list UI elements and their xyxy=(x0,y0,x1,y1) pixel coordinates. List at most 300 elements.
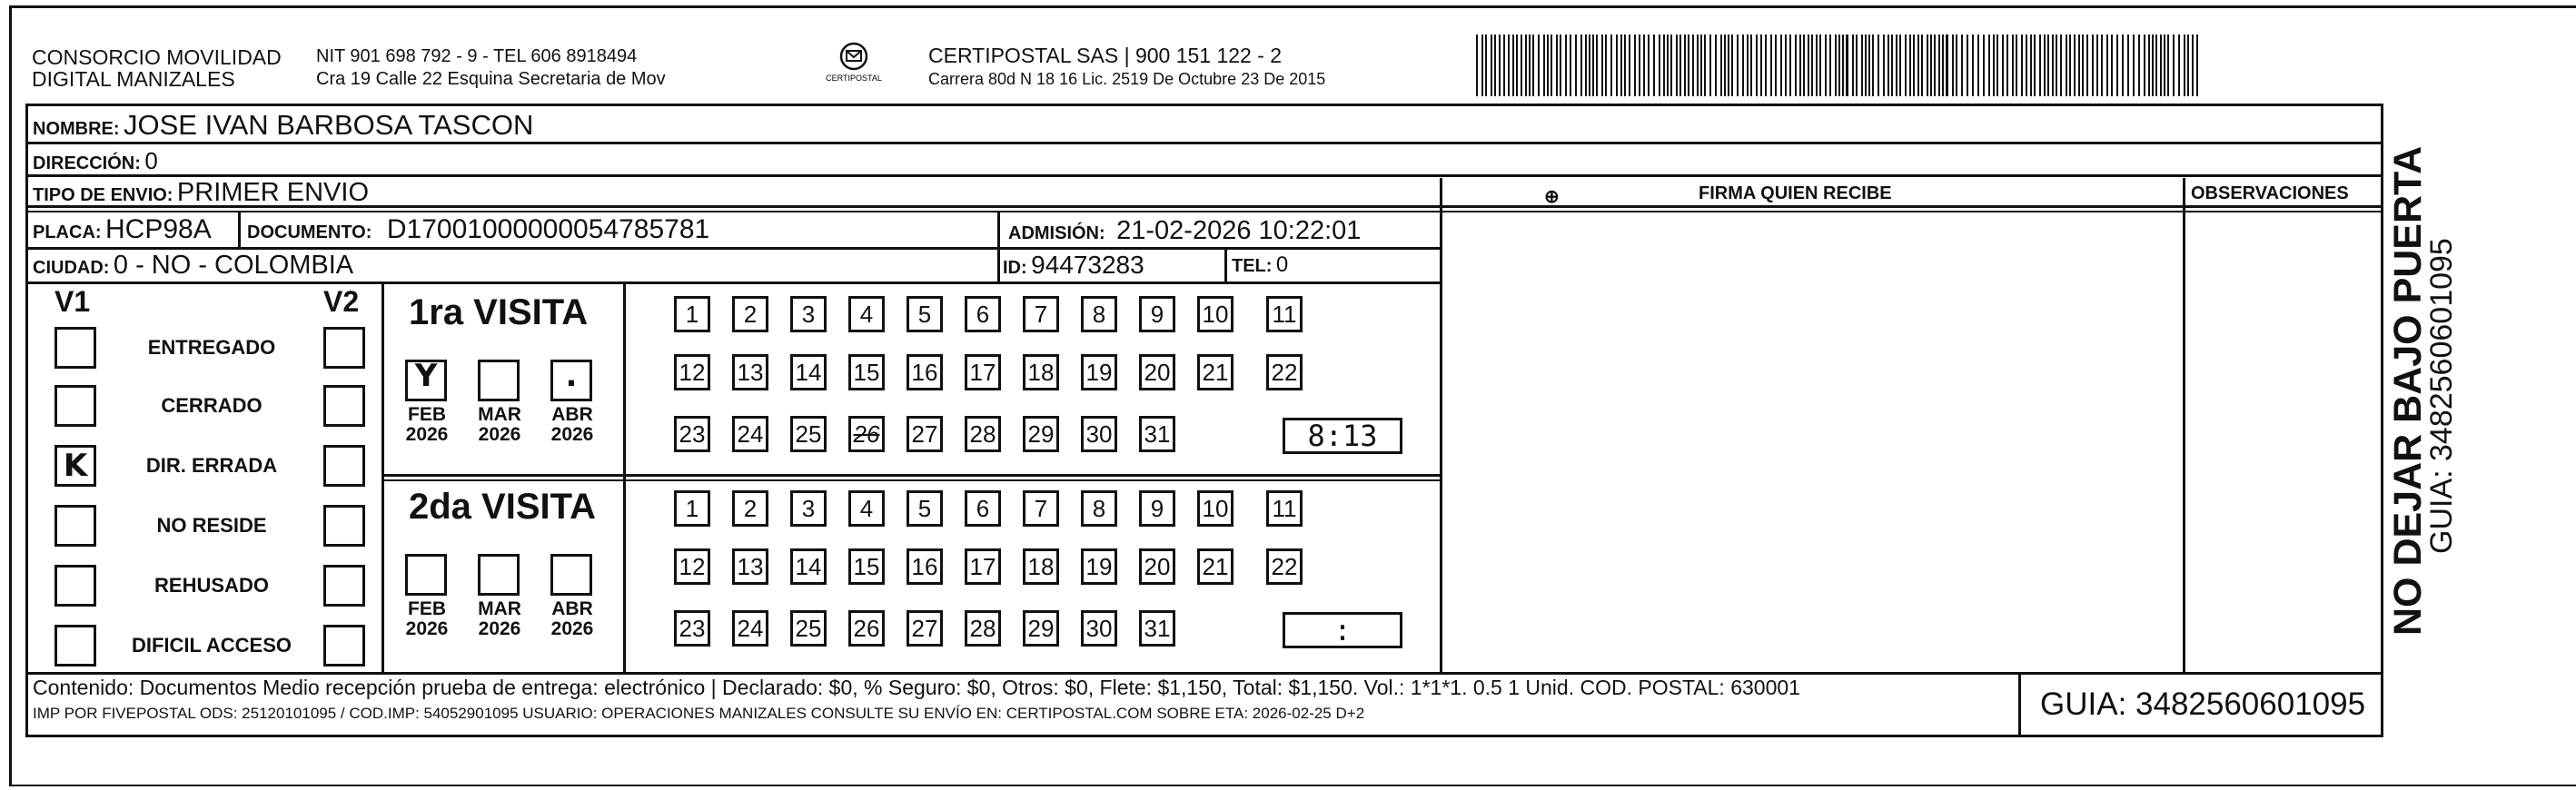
day-box[interactable]: 4 xyxy=(848,490,885,527)
barcode-bar xyxy=(1648,35,1650,96)
barcode-bar xyxy=(2184,35,2185,96)
day-box[interactable]: 18 xyxy=(1023,548,1059,585)
rule-visit-mid xyxy=(381,474,1442,477)
barcode-bar xyxy=(1596,35,1598,96)
day-box[interactable]: 20 xyxy=(1139,354,1175,390)
month-checkbox[interactable] xyxy=(478,360,520,401)
barcode-bar xyxy=(1842,35,1844,96)
barcode-bar xyxy=(1917,35,1919,96)
barcode-bar xyxy=(2160,35,2162,96)
barcode-bar xyxy=(1565,35,1567,96)
barcode-bar xyxy=(1891,35,1893,96)
barcode-bar xyxy=(2116,35,2118,96)
document-value: D17001000000054785781 xyxy=(386,214,710,244)
rule-plate-sep xyxy=(238,212,241,249)
barcode-bar xyxy=(2164,35,2165,96)
barcode-bar xyxy=(1909,35,1911,96)
tel-cell xyxy=(1232,252,1288,278)
barcode-bar xyxy=(1819,35,1821,96)
barcode-bar xyxy=(1861,35,1863,96)
barcode-bar xyxy=(1883,35,1885,96)
admission-value: 21-02-2026 10:22:01 xyxy=(1116,216,1362,245)
month-checkbox[interactable]: . xyxy=(550,360,592,401)
rule-sig-left xyxy=(1440,178,1442,674)
day-box[interactable]: 27 xyxy=(907,610,943,647)
admission-cell xyxy=(1008,216,1361,246)
day-box[interactable]: 29 xyxy=(1023,610,1059,647)
month-year: 2026 xyxy=(550,424,594,445)
rule-status-right xyxy=(381,283,384,674)
barcode-bar xyxy=(1720,35,1722,96)
barcode-bar xyxy=(1667,35,1669,96)
barcode-bar xyxy=(1765,35,1767,96)
day-box[interactable]: 21 xyxy=(1197,548,1234,585)
barcode-bar xyxy=(1927,35,1928,96)
day-box[interactable]: 10 xyxy=(1197,490,1234,527)
status-v1-checkbox[interactable] xyxy=(54,385,96,427)
barcode-bar xyxy=(1878,35,1879,96)
status-v2-checkbox[interactable] xyxy=(323,565,365,607)
barcode-bar xyxy=(2060,35,2062,96)
day-box[interactable]: 13 xyxy=(732,354,768,390)
barcode-bar xyxy=(2030,35,2032,96)
barcode-bar xyxy=(1731,35,1733,96)
barcode-bar xyxy=(1742,35,1744,96)
day-box[interactable]: 14 xyxy=(790,548,827,585)
day-box[interactable]: 8 xyxy=(1081,490,1117,527)
company-name-line1: CONSORCIO MOVILIDAD xyxy=(32,45,282,69)
plate-value: HCP98A xyxy=(105,214,212,244)
city-cell xyxy=(33,251,353,281)
barcode-bar xyxy=(1899,35,1901,96)
status-label: ENTREGADO xyxy=(147,336,276,359)
visit-time-box[interactable]: 8:13 xyxy=(1283,418,1402,454)
barcode-bar xyxy=(1610,35,1612,96)
barcode-bar xyxy=(1868,35,1870,96)
day-box[interactable]: 11 xyxy=(1266,296,1303,332)
id-cell xyxy=(1003,251,1144,280)
id-label: ID: xyxy=(1003,258,1027,278)
month-name: ABR xyxy=(551,598,593,619)
barcode-bar xyxy=(1988,35,1990,96)
city-value: 0 - NO - COLOMBIA xyxy=(113,251,354,280)
day-box[interactable]: 9 xyxy=(1139,490,1175,527)
barcode-bar xyxy=(1913,35,1915,96)
city-label: CIUDAD: xyxy=(33,258,110,278)
barcode-bar xyxy=(1799,35,1801,96)
day-box[interactable]: 31 xyxy=(1139,416,1175,452)
barcode-bar xyxy=(1529,35,1531,96)
name-value: JOSE IVAN BARBOSA TASCON xyxy=(124,109,534,141)
barcode-bar xyxy=(1737,35,1739,96)
barcode-bar xyxy=(1476,35,1478,96)
day-box[interactable]: 18 xyxy=(1023,354,1059,390)
rule-address xyxy=(25,174,2383,177)
month-name: FEB xyxy=(408,598,446,619)
month-name: MAR xyxy=(478,404,521,425)
plate-label: PLACA: xyxy=(33,222,102,242)
barcode-bar xyxy=(2133,35,2135,96)
barcode-bar xyxy=(2056,35,2057,96)
day-box[interactable]: 7 xyxy=(1023,296,1059,332)
barcode-bar xyxy=(1704,35,1706,96)
day-box[interactable]: 5 xyxy=(907,490,943,527)
day-box[interactable]: 28 xyxy=(965,416,1001,452)
barcode-bar xyxy=(1887,35,1889,96)
send-type-label: TIPO DE ENVIO: xyxy=(33,185,173,205)
barcode-bar xyxy=(1670,35,1672,96)
print-line: IMP POR FIVEPOSTAL ODS: 25120101095 / COD.IMP: 54052901095 USUARIO: OPERACIONES MANIZALES CONSULTE SU ENVÍO EN: CERTIPOSTAL.COM SOBRE ETA: 2026-02-25 D+2 xyxy=(33,705,1365,722)
barcode-bar xyxy=(1838,35,1840,96)
barcode-bar xyxy=(2092,35,2094,96)
barcode-bar xyxy=(1499,35,1501,96)
status-v2-checkbox[interactable] xyxy=(323,327,365,369)
barcode-bar xyxy=(2086,35,2088,96)
barcode-bar xyxy=(1580,35,1582,96)
month-year: 2026 xyxy=(478,618,521,639)
status-v1-checkbox[interactable] xyxy=(54,327,96,369)
barcode-bar xyxy=(1770,35,1772,96)
name-label: NOMBRE: xyxy=(33,119,120,139)
barcode-bar xyxy=(1934,35,1936,96)
barcode-bar xyxy=(2152,35,2154,96)
no-dejar-text: NO DEJAR BAJO PUERTA xyxy=(2386,145,2430,636)
footer-guia: GUIA: 3482560601095 xyxy=(2040,686,2366,722)
barcode-bar xyxy=(1494,35,1496,96)
barcode-bar xyxy=(2021,35,2023,96)
rule-footer xyxy=(25,672,2383,675)
day-box[interactable]: 19 xyxy=(1081,354,1117,390)
status-label: NO RESIDE xyxy=(156,514,267,537)
page-left-border xyxy=(9,5,12,786)
barcode-bar xyxy=(1653,35,1655,96)
day-box[interactable]: 1 xyxy=(674,490,710,527)
status-v1-checkbox[interactable]: K xyxy=(54,445,96,487)
month-year: 2026 xyxy=(550,618,594,639)
plate-cell xyxy=(33,214,212,245)
month-checkbox[interactable] xyxy=(550,554,592,596)
day-box[interactable]: 24 xyxy=(732,416,768,452)
status-v2-checkbox[interactable] xyxy=(323,505,365,547)
status-label: REHUSADO xyxy=(154,574,269,597)
month-checkbox[interactable]: Y xyxy=(405,360,447,401)
day-box[interactable]: 21 xyxy=(1197,354,1234,390)
barcode-bar xyxy=(2138,35,2140,96)
day-box[interactable]: 25 xyxy=(790,416,827,452)
month-checkbox[interactable] xyxy=(405,554,447,596)
day-box[interactable]: 5 xyxy=(907,296,943,332)
barcode-bar xyxy=(1688,35,1689,96)
barcode-bar xyxy=(1816,35,1818,96)
barcode-bar xyxy=(1508,35,1510,96)
barcode-bar xyxy=(1620,35,1622,96)
rule-obs-left xyxy=(2183,178,2185,674)
barcode-bar xyxy=(2111,35,2113,96)
month-year: 2026 xyxy=(405,618,449,639)
barcode-bar xyxy=(1512,35,1514,96)
barcode-bar xyxy=(1601,35,1603,96)
month-checkbox[interactable] xyxy=(478,554,520,596)
day-box[interactable]: 1 xyxy=(674,296,710,332)
day-box[interactable]: 4 xyxy=(848,296,885,332)
barcode-bar xyxy=(1491,35,1492,96)
barcode-bar xyxy=(1996,35,1998,96)
day-box[interactable]: 15 xyxy=(848,548,885,585)
day-box[interactable]: 6 xyxy=(965,490,1001,527)
barcode-bar xyxy=(1538,35,1540,96)
barcode-bar xyxy=(2173,35,2175,96)
barcode-bar xyxy=(2192,35,2194,96)
rule-type xyxy=(25,205,2383,208)
barcode-bar xyxy=(1532,35,1534,96)
barcode-bar xyxy=(2155,35,2157,96)
barcode-bar xyxy=(1560,35,1561,96)
day-box[interactable]: 20 xyxy=(1139,548,1175,585)
day-box[interactable]: 23 xyxy=(674,610,710,647)
barcode-bar xyxy=(2074,35,2076,96)
day-box[interactable]: 8 xyxy=(1081,296,1117,332)
status-v1-checkbox[interactable] xyxy=(54,565,96,607)
day-box[interactable]: 7 xyxy=(1023,490,1059,527)
barcode-bar xyxy=(2127,35,2129,96)
v1-header: V1 xyxy=(54,285,91,318)
barcode-bar xyxy=(2016,35,2017,96)
visit-title: 1ra VISITA xyxy=(409,292,589,332)
barcode-bar xyxy=(1575,35,1577,96)
month-name: ABR xyxy=(551,404,593,425)
address-label: DIRECCIÓN: xyxy=(33,153,141,173)
barcode-bar xyxy=(1946,35,1948,96)
day-box[interactable]: 2 xyxy=(732,296,768,332)
status-label: CERRADO xyxy=(161,394,263,417)
certipostal-logo xyxy=(822,40,886,91)
company-name-line2: DIGITAL MANIZALES xyxy=(32,67,235,91)
barcode-bar xyxy=(1676,35,1678,96)
barcode xyxy=(1476,35,2203,96)
month-year: 2026 xyxy=(478,424,521,445)
page-bottom-border xyxy=(9,785,2576,786)
month-year: 2026 xyxy=(405,424,449,445)
status-v2-checkbox[interactable] xyxy=(323,385,365,427)
day-box[interactable]: 22 xyxy=(1266,354,1303,390)
visit-time-box[interactable]: : xyxy=(1283,612,1402,648)
barcode-bar xyxy=(1961,35,1963,96)
v2-header: V2 xyxy=(323,285,360,318)
document-label: DOCUMENTO: xyxy=(247,222,372,242)
day-box[interactable]: 2 xyxy=(732,490,768,527)
name-row xyxy=(33,109,533,142)
barcode-bar xyxy=(1811,35,1813,96)
barcode-bar xyxy=(1747,35,1749,96)
barcode-bar xyxy=(2078,35,2080,96)
barcode-bar xyxy=(2101,35,2103,96)
barcode-bar xyxy=(1808,35,1809,96)
barcode-bar xyxy=(1756,35,1758,96)
barcode-bar xyxy=(1785,35,1787,96)
admission-label: ADMISIÓN: xyxy=(1008,223,1105,243)
barcode-bar xyxy=(2144,35,2145,96)
barcode-bar xyxy=(1485,35,1487,96)
day-box[interactable]: 24 xyxy=(732,610,768,647)
barcode-bar xyxy=(2096,35,2098,96)
day-box[interactable]: 13 xyxy=(732,548,768,585)
barcode-bar xyxy=(1803,35,1805,96)
document-cell xyxy=(247,214,709,245)
day-box[interactable]: 30 xyxy=(1081,610,1117,647)
barcode-bar xyxy=(1780,35,1782,96)
month-name: FEB xyxy=(408,404,446,425)
barcode-bar xyxy=(1700,35,1702,96)
day-box[interactable]: 28 xyxy=(965,610,1001,647)
barcode-bar xyxy=(1977,35,1979,96)
day-box[interactable]: 31 xyxy=(1139,610,1175,647)
barcode-bar xyxy=(1972,35,1974,96)
barcode-bar xyxy=(2012,35,2014,96)
barcode-bar xyxy=(2047,35,2049,96)
observations-header: OBSERVACIONES xyxy=(2191,183,2349,203)
barcode-bar xyxy=(2196,35,2198,96)
barcode-bar xyxy=(2069,35,2071,96)
signature-header: FIRMA QUIEN RECIBE xyxy=(1699,183,1892,203)
barcode-bar xyxy=(1643,35,1645,96)
barcode-bar xyxy=(1525,35,1527,96)
status-v2-checkbox[interactable] xyxy=(323,445,365,487)
rule-admission-sep xyxy=(997,212,1000,283)
rule-name xyxy=(25,142,2383,144)
status-v1-checkbox[interactable] xyxy=(54,505,96,547)
content-line: Contenido: Documentos Medio recepción prueba de entrega: electrónico | Declarado: $0, % Seguro: $0, Otros: $0, Flete: $1,150, Total: $1,150. Vol.: 1*1*1. 0.5 1 Unid. COD. POSTAL: 630001 xyxy=(33,676,1800,699)
barcode-bar xyxy=(1715,35,1717,96)
barcode-bar xyxy=(1585,35,1587,96)
day-box[interactable]: 29 xyxy=(1023,416,1059,452)
barcode-bar xyxy=(1516,35,1518,96)
rule-guia-sep xyxy=(2018,674,2021,737)
barcode-bar xyxy=(1896,35,1897,96)
day-box[interactable]: 6 xyxy=(965,296,1001,332)
barcode-bar xyxy=(1921,35,1923,96)
barcode-bar xyxy=(1952,35,1954,96)
barcode-bar xyxy=(1481,35,1483,96)
barcode-bar xyxy=(2122,35,2124,96)
day-box[interactable]: 11 xyxy=(1266,490,1303,527)
barcode-bar xyxy=(1724,35,1726,96)
barcode-bar xyxy=(1679,35,1681,96)
barcode-bar xyxy=(1659,35,1660,96)
barcode-bar xyxy=(2082,35,2084,96)
day-box[interactable]: 25 xyxy=(790,610,827,647)
barcode-bar xyxy=(1521,35,1522,96)
barcode-bar xyxy=(2052,35,2054,96)
page-top-border xyxy=(9,5,2576,8)
barcode-bar xyxy=(1942,35,1944,96)
day-box[interactable]: 15 xyxy=(848,354,885,390)
status-v2-checkbox[interactable] xyxy=(323,625,365,667)
barcode-bar xyxy=(1556,35,1558,96)
barcode-bar xyxy=(2167,35,2169,96)
barcode-bar xyxy=(2044,35,2046,96)
barcode-bar xyxy=(1905,35,1907,96)
barcode-bar xyxy=(1775,35,1777,96)
barcode-bar xyxy=(1624,35,1626,96)
rule-tel-sep xyxy=(1224,249,1227,283)
barcode-bar xyxy=(1825,35,1827,96)
day-box[interactable]: 16 xyxy=(907,354,943,390)
day-box[interactable]: 9 xyxy=(1139,296,1175,332)
day-box[interactable]: 23 xyxy=(674,416,710,452)
day-box[interactable]: 16 xyxy=(907,548,943,585)
barcode-bar xyxy=(2148,35,2150,96)
barcode-bar xyxy=(1865,35,1867,96)
day-box[interactable]: 19 xyxy=(1081,548,1117,585)
barcode-bar xyxy=(1938,35,1940,96)
barcode-bar xyxy=(1872,35,1874,96)
status-v1-checkbox[interactable] xyxy=(54,625,96,667)
barcode-bar xyxy=(1993,35,1995,96)
barcode-bar xyxy=(2006,35,2008,96)
send-type-row xyxy=(33,178,369,208)
tel-value: 0 xyxy=(1275,252,1289,277)
rule-city xyxy=(25,281,1442,284)
barcode-bar xyxy=(1589,35,1590,96)
barcode-bar xyxy=(1760,35,1762,96)
day-box[interactable]: 14 xyxy=(790,354,827,390)
rule-visit-right xyxy=(623,283,626,674)
day-box[interactable]: 22 xyxy=(1266,548,1303,585)
barcode-bar xyxy=(1629,35,1630,96)
rule-visit-mid-2 xyxy=(381,479,1442,481)
barcode-bar xyxy=(1697,35,1699,96)
courier-address: Carrera 80d N 18 16 Lic. 2519 De Octubre 23 De 2015 xyxy=(928,70,1326,88)
barcode-bar xyxy=(1795,35,1797,96)
day-box[interactable]: 12 xyxy=(674,548,710,585)
month-name: MAR xyxy=(478,598,521,619)
id-value: 94473283 xyxy=(1031,251,1144,279)
barcode-bar xyxy=(1852,35,1854,96)
courier-name: CERTIPOSTAL SAS | 900 151 122 - 2 xyxy=(928,44,1283,67)
day-box[interactable]: 3 xyxy=(790,490,827,527)
barcode-bar xyxy=(1551,35,1552,96)
tel-label: TEL: xyxy=(1232,256,1273,276)
barcode-bar xyxy=(1789,35,1791,96)
form-frame xyxy=(25,104,2383,737)
barcode-bar xyxy=(1856,35,1858,96)
day-box[interactable]: 17 xyxy=(965,354,1001,390)
barcode-bar xyxy=(1605,35,1607,96)
day-box[interactable]: 27 xyxy=(907,416,943,452)
visit-title: 2da VISITA xyxy=(409,487,596,527)
day-box[interactable]: 30 xyxy=(1081,416,1117,452)
barcode-bar xyxy=(1503,35,1505,96)
barcode-bar xyxy=(1728,35,1729,96)
day-box[interactable]: 3 xyxy=(790,296,827,332)
day-box[interactable]: 10 xyxy=(1197,296,1234,332)
company-address: Cra 19 Calle 22 Esquina Secretaria de Mov xyxy=(316,69,666,89)
barcode-bar xyxy=(1543,35,1545,96)
barcode-bar xyxy=(2026,35,2027,96)
barcode-bar xyxy=(2106,35,2108,96)
vertical-guia: GUIA: 3482560601095 xyxy=(2424,238,2459,554)
status-label: DIR. ERRADA xyxy=(145,454,278,477)
day-box[interactable]: 26 xyxy=(848,610,885,647)
barcode-bar xyxy=(2034,35,2036,96)
barcode-bar xyxy=(1684,35,1686,96)
barcode-bar xyxy=(1634,35,1636,96)
barcode-bar xyxy=(1639,35,1640,96)
day-box[interactable]: 12 xyxy=(674,354,710,390)
day-box[interactable]: 26 xyxy=(848,416,885,452)
day-box[interactable]: 17 xyxy=(965,548,1001,585)
barcode-bar xyxy=(1592,35,1594,96)
